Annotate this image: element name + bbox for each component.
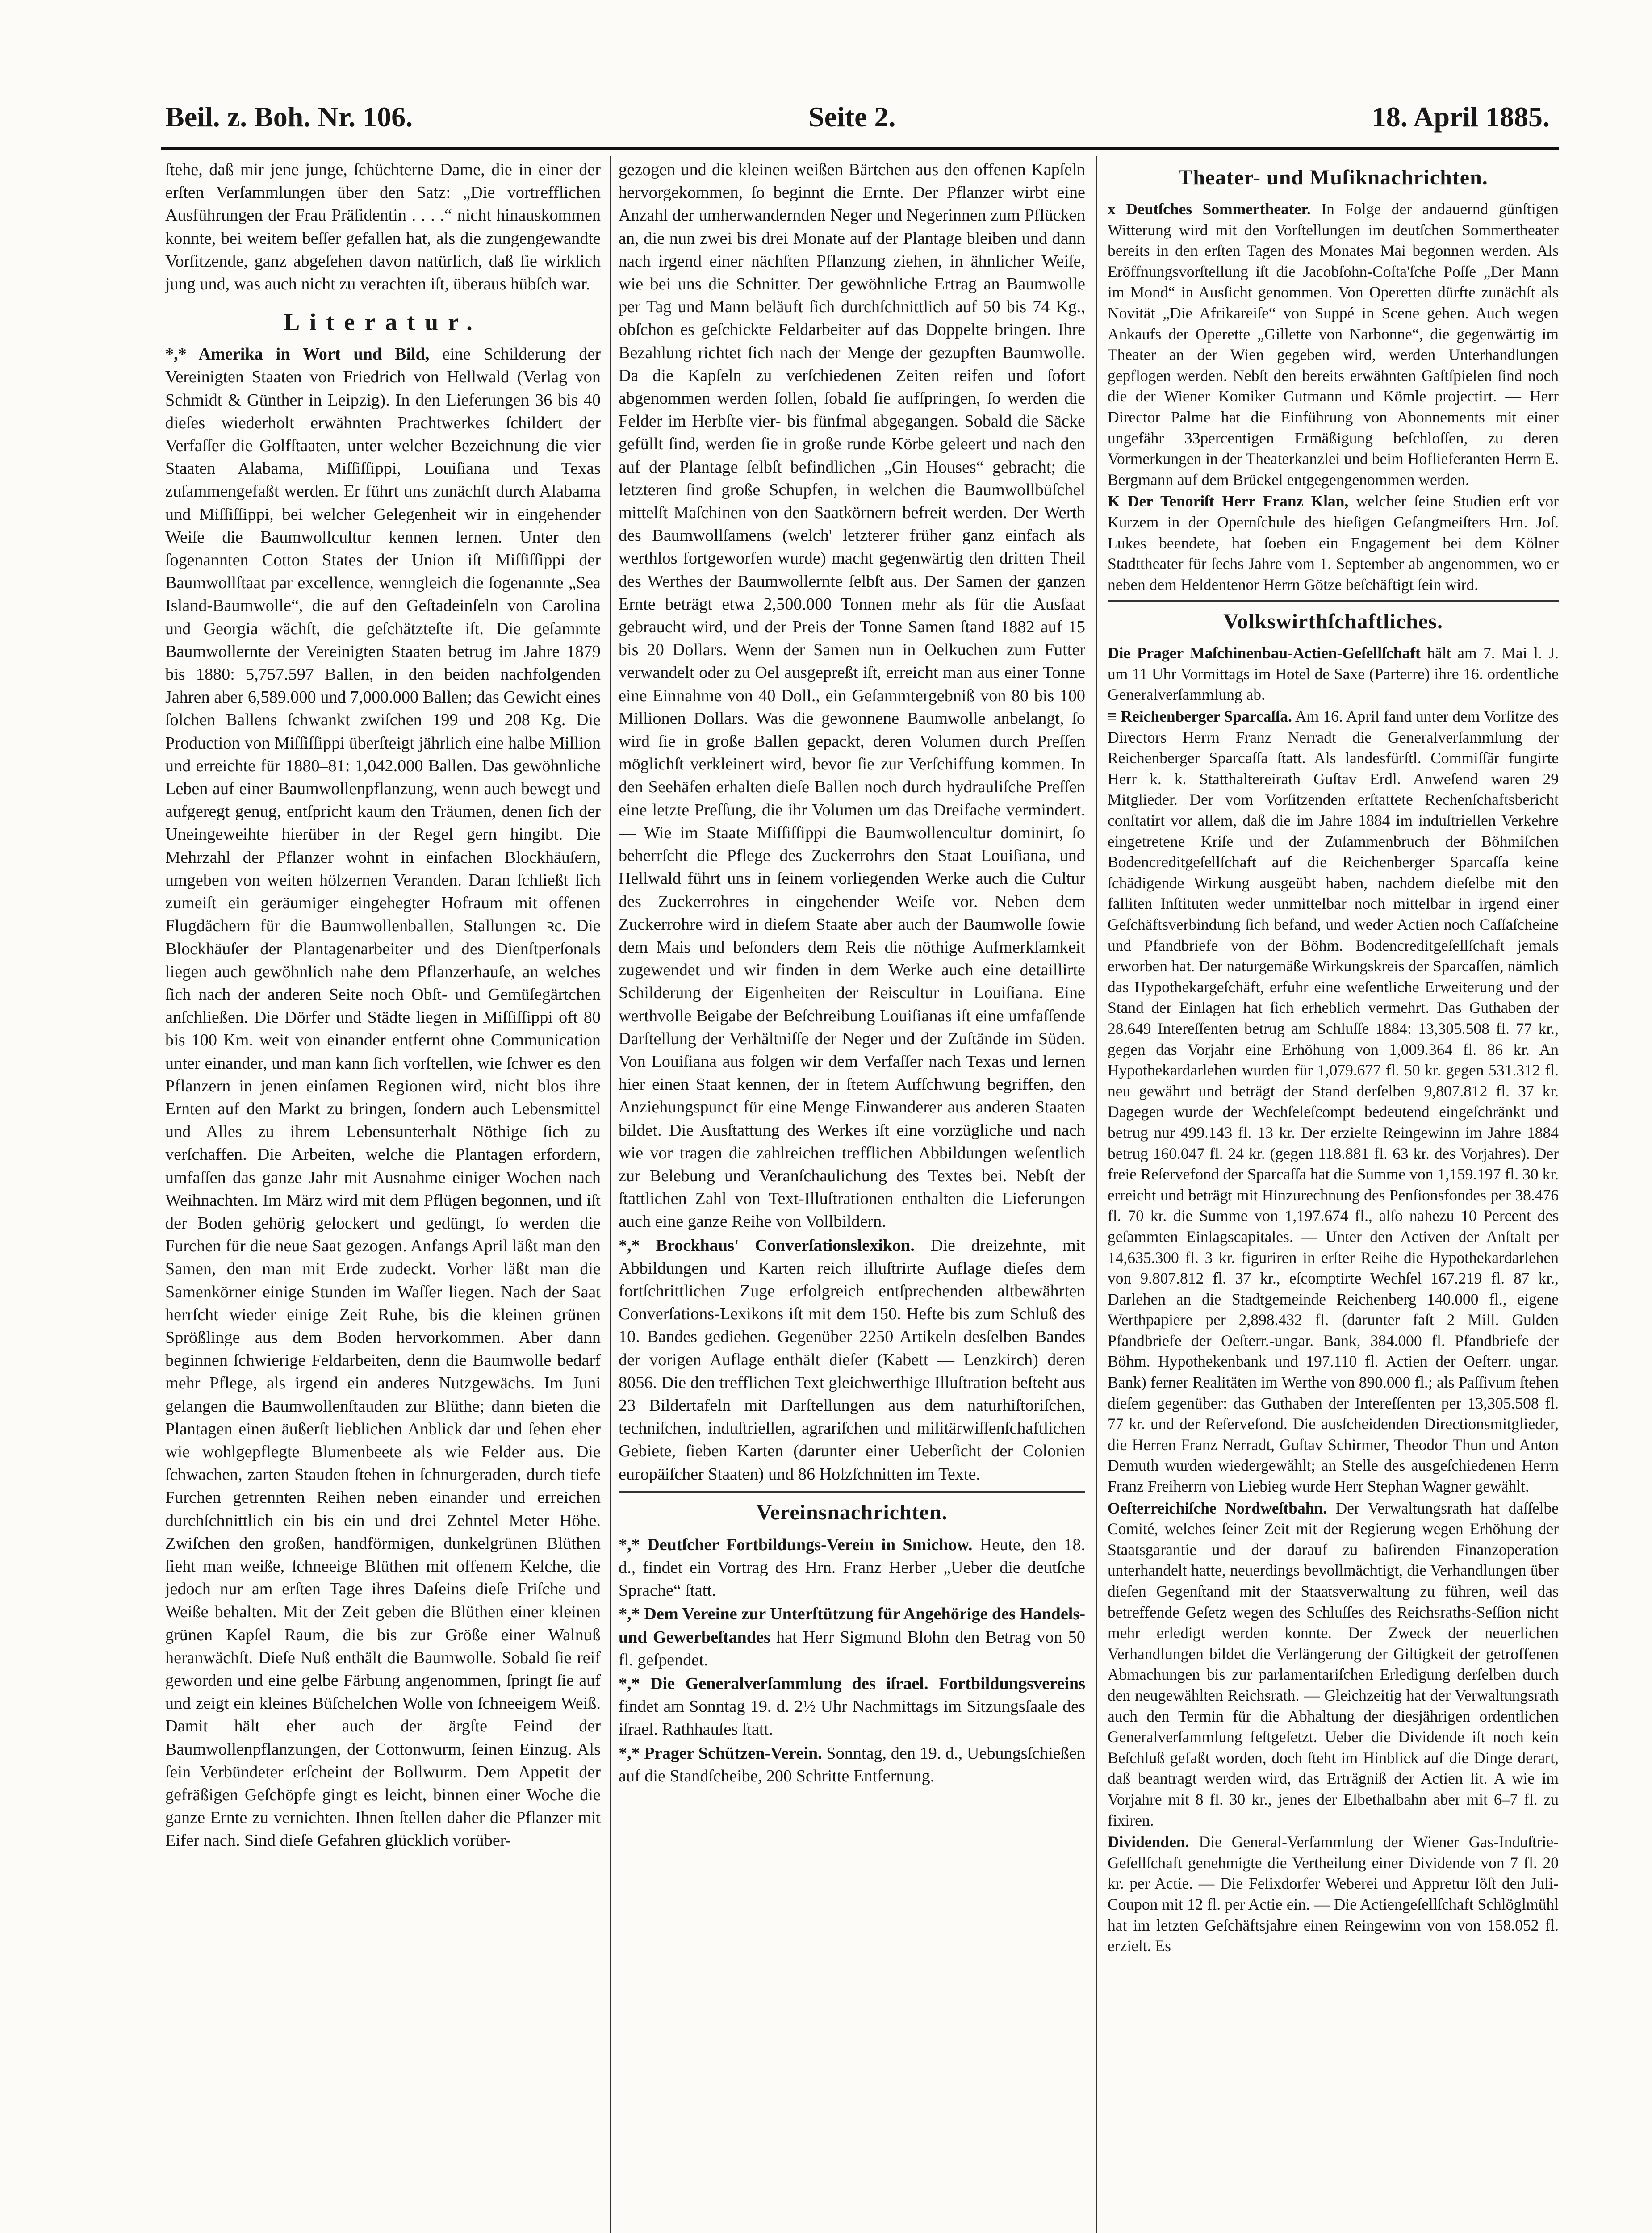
notice-dividenden (1108, 1832, 1559, 1957)
notice-heading: *,* Dem Vereine zur Unterſtützung für Angehörige des Handels- und Gewerbeſtandes (619, 1605, 1085, 1647)
notice-tenorist (1108, 491, 1559, 595)
notice-text: Die General-Verſammlung der Wiener Gas-Induſtrie-Geſellſchaft genehmigte die Vertheilung einer Dividende von 7 fl. 20 kr. per Actie. — Die Felixdorfer Weberei und Appretur löſt den Juli-Coupon mit 12 fl. per Actie ein. — Die Actiengeſellſchaft Schlöglmühl hat im letzten Geſchäftsjahre einen Reingewinn von von 158.052 fl. erzielt. Es (1108, 1833, 1559, 1955)
notice-text: findet am Sonntag 19. d. 2½ Uhr Nachmittags im Sitzungsſaale des iſrael. Rathhauſes ſtatt. (619, 1697, 1085, 1739)
header-rule (161, 147, 1559, 150)
column-separator (610, 156, 611, 2233)
notice-heading: Oeſterreichiſche Nordweſtbahn. (1108, 1499, 1327, 1517)
notice-generalversammlung (619, 1673, 1085, 1741)
notice-nordwestbahn (1108, 1498, 1559, 1831)
header-page-number: Seite 2. (808, 101, 896, 133)
notice-text: Der Verwaltungsrath hat daſſelbe Comité, welches ſeiner Zeit mit der Regierung wegen Erhöhung der Staatsgarantie und der darauf zu baſirenden Finanzoperation unterhandelt hatte, neuerdings bevollmächtigt, die Verhandlungen über dieſen Gegenſtand mit der Staatsverwaltung zu führen, weil das betreffende Geſetz wegen des Schluſſes des Reichsraths-Seſſion nicht mehr erledigt werden konnte. Der Zweck der neuerlichen Verhandlungen bildet die Verlängerung der Giltigkeit der getroffenen Abmachungen bis zur parlamentariſchen Erledigung derſelben durch den neugewählten Reichsrath. — Gleichzeitig hat der Verwaltungsrath auch den Termin für die Abhaltung der diesjährigen ordentlichen Generalverſammlung feſtgeſetzt. Ueber die Dividende iſt noch kein Beſchluß gefaßt worden, doch ſteht im Hinblick auf die Dinge derart, daß beantragt werden wird, das Erträgniß der Actien lit. A wie im Vorjahre mit 8 fl. 30 kr., jenes der Elbethalbahn aber mit 6–7 fl. zu fixiren. (1108, 1499, 1559, 1829)
notice-text: Am 16. April fand unter dem Vorſitze des Directors Herrn Franz Nerradt die Generalverſammlung der Reichenberger Sparcaſſa ſtatt. Als landesfürſtl. Commiſſär fungirte Herr k. k. Statthaltereirath Guſtav Erdl. Anweſend waren 29 Mitglieder. Der vom Vorſitzenden erſtattete Rechenſchaftsbericht conſtatirt vor allem, daß die im Jahre 1884 im induſtriellen Verkehre eingetretene Kriſe und der Zuſammenbruch der Böhmiſchen Bodencreditgeſellſchaft auf die Reichenberger Sparcaſſa keine ſchädigende Wirkung ausgeübt haben, nachdem dieſelbe mit den falliten Inſtituten weder unmittelbar noch mittelbar in irgend einer Geſchäftsverbindung ſich befand, und weder Actien noch Caſſaſcheine und Pfandbriefe von der Böhm. Bodencreditgeſellſchaft jemals erworben hat. Der naturgemäße Wirkungskreis der Sparcaſſen, nämlich das Hypothekargeſchäft, erfuhr eine weſentliche Erweiterung und der Stand der Einlagen hat ſich erheblich vermehrt. Das Guthaben der 28.649 Intereſſenten betrug am Schluſſe 1884: 13,305.508 fl. 77 kr., gegen das Vorjahr eine Erhöhung von 1,009.364 fl. 86 kr. An Hypothekardarlehen wurden für 1,079.677 fl. 50 kr. gegen 531.312 fl. neu gewährt und beträgt der Stand derſelben 9,807.812 fl. 37 kr. Dagegen wurde der Wechſeleſcompt bedeutend eingeſchränkt und betrug nur 499.143 fl. 13 kr. Der erzielte Reingewinn im Jahre 1884 betrug 160.047 fl. 24 kr. (gegen 118.881 fl. 63 kr. des Vorjahres). Der freie Reſervefond der Sparcaſſa hat die Summe von 1,159.197 fl. 30 kr. erreicht und beträgt mit Hinzurechnung des Penſionsfondes per 38.476 fl. 70 kr. die Summe von 1,197.674 fl., alſo nahezu 10 Percent des geſammten Einlagscapitales. — Unter den Activen der Anſtalt per 14,635.300 fl. 3 kr. figuriren in erſter Reihe die Hypothekardarlehen von 9.807.812 fl. 37 kr., eſcomptirte Wechſel 167.219 fl. 87 kr., Darlehen an die Stadtgemeinde Reichenberg 140.000 fl., eigene Werthpapiere per 2,898.432 fl. (darunter faſt 2 Mill. Gulden Pfandbriefe der Oeſterr.-ungar. Bank, 384.000 fl. Pfandbriefe der Böhm. Hypothekenbank und 197.110 fl. Actien der Oeſterr. ungar. Bank) ferner Realitäten im Werthe von 890.000 fl.; als Paſſivum ſtehen dieſem gegenüber: das Guthaben der Intereſſenten per 13,305.508 fl. 77 kr. und der Reſervefond. Die ausſcheidenden Directionsmitglieder, die Herren Franz Nerradt, Guſtav Schirmer, Theodor Thun und Anton Demuth wurden wiedergewählt; an Stelle des ausgeſchiedenen Herrn Franz Freiherrn von Liebieg wurde Herr Stephan Wagner gewählt. (1108, 707, 1559, 1496)
notice-heading: ≡ Reichenberger Sparcaſſa. (1108, 707, 1292, 726)
notice-text: welcher ſeine Studien erſt vor Kurzem in der Opernſchule des hieſigen Geſangmeiſters Hrn. Joſ. Lukes beendete, hat ſoeben ein Engagement bei dem Kölner Stadttheater für ſechs Jahre vom 1. September ab angenommen, wo er neben dem Heldentenor Herrn Götze beſchäftigt ſein wird. (1108, 492, 1559, 594)
notice-text: Sonntag, den 19. d., Uebungsſchießen auf die Standſcheibe, 200 Schritte Entfernung. (619, 1744, 1085, 1786)
article-amerika-heading: *,* Amerika in Wort und Bild, (165, 345, 430, 364)
column-2 (619, 159, 1085, 2233)
section-title-volkswirthschaftliches: Volkswirthſchaftliches. (1223, 610, 1443, 634)
notice-heading: Dividenden. (1108, 1833, 1189, 1851)
section-rule (619, 1491, 1085, 1493)
section-rule (1108, 600, 1559, 602)
notice-text: In Folge der andauernd günſtigen Witterung wird mit den Vorſtellungen im deutſchen Sommertheater bereits in den erſten Tagen des Monates Mai begonnen werden. Als Eröffnungsvorſtellung iſt die Jacobſohn-Coſta'ſche Poſſe „Der Mann im Mond“ in Ausſicht genommen. Von Operetten dürfte zunächſt als Novität „Die Afrikareiſe“ von Suppé in Scene gehen. Auch wegen Ankaufs der Operette „Gillette von Narbonne“, die gegenwärtig im Theater an der Wien gegeben wird, werden Unterhandlungen gepflogen werden. Nebſt den bereits erwähnten Gaſtſpielen ſind noch die der Wiener Komiker Gutmann und Kömle projectirt. — Herr Director Palme hat die Einführung von Abonnements mit einer ungefähr 33percentigen Ermäßigung beſchloſſen, zu deren Vormerkungen in der Theaterkanzlei und beim Hoflieferanten Herrn E. Bergmann auf dem Brückel entgegengenommen werden. (1108, 200, 1559, 489)
notice-text: hält am 7. Mai l. J. um 11 Uhr Vormittags im Hotel de Saxe (Parterre) ihre 16. ordentliche Generalverſammlung ab. (1108, 644, 1559, 704)
column-separator (1096, 156, 1097, 2233)
notice-heading: *,* Deutſcher Fortbildungs-Verein in Smichow. (619, 1535, 973, 1554)
notice-heading: K Der Tenoriſt Herr Franz Klan, (1108, 492, 1349, 510)
notice-sparcassa (1108, 706, 1559, 1497)
article-amerika-continuation: gezogen und die kleinen weißen Bärtchen aus den offenen Kapſeln hervorgekommen, ſo beginnt die Ernte. Der Pflanzer wirbt eine Anzahl der umherwandernden Neger und Negerinnen zum Pflücken an, die nun zwei bis drei Monate auf der Plantage bleiben und dann nach irgend einer nächſten Pflanzung ziehen, in ähnlicher Weiſe, wie bei uns die Schnitter. Der gewöhnliche Ertrag an Baumwolle per Tag und Mann beläuft ſich durchſchnittlich auf 50 bis 74 Kg., obſchon es geſchickte Feldarbeiter auf das Doppelte bringen. Ihre Bezahlung richtet ſich nach der Menge der gezupften Baumwolle. Da die Kapſeln zu verſchiedenen Zeiten reifen und ſofort abgenommen werden ſollen, ſobald ſie aufſpringen, ſo werden die Felder im Herbſte vier- bis fünfmal abgegangen. Sobald die Säcke gefüllt ſind, werden ſie in große runde Körbe geleert und nach den auf der Plantage ſelbſt befindlichen „Gin Houses“ gebracht; die letzteren ſind große Schupfen, in welchen die Baumwollbüſchel mittelſt Maſchinen von den Saatkörnern befreit werden. Der Werth des Baumwollſamens (welch' letzterer früher ganz einfach als werthlos fortgeworfen wurde) macht gegenwärtig den dritten Theil des Werthes der Baumwollernte ſelbſt aus. Der Samen der ganzen Ernte beträgt etwa 2,500.000 Tonnen mehr als für die Ausſaat gebraucht wird, und der Preis der Tonne Samen ſtand 1882 auf 15 bis 20 Dollars. Wenn der Samen nun in Oelkuchen zum Futter verwandelt oder zu Oel ausgepreßt iſt, erreicht man aus einer Tonne eine Einnahme von 40 Doll., ein Geſammtergebniß von 80 bis 100 Millionen Dollars. Was die gewonnene Baumwolle anbelangt, ſo wird ſie in große Ballen gepackt, deren Volumen durch Preſſen möglichſt verkleinert wird, bevor ſie zur Verſchiffung kommen. In den Seehäfen erhalten dieſe Ballen noch durch hydrauliſche Preſſen eine letzte Preſſung, die ihr Volumen um das Dreifache vermindert. — Wie im Staate Miſſiſſippi die Baumwollencultur dominirt, ſo beherrſcht die Pflege des Zuckerrohrs den Staat Louiſiana, und Hellwald führt uns in ſeinem vorliegenden Werke auch die Cultur des Zuckerrohres in eingehender Weiſe vor. Neben dem Zuckerrohre wird in dieſem Staate aber auch der Baumwolle ſowie dem Mais und beſonders dem Reis die nöthige Aufmerkſamkeit zugewendet und wir finden in dem Werke auch eine detaillirte Schilderung der Eigenheiten der Reiscultur in Louiſiana. Eine werthvolle Beigabe der Beſchreibung Louiſianas iſt eine umfaſſende Darſtellung der Verhältniſſe der Neger und der Zuſtände im Süden. Von Louiſiana aus folgen wir dem Verfaſſer nach Texas und lernen hier einen Staat kennen, der in ſtetem Aufſchwung begriffen, den Anziehungspunct für eine Menge Einwanderer aus anderen Staaten bildet. Die Ausſtattung des Werkes iſt eine vorzügliche und nach wie vor tragen die zahlreichen trefflichen Abbildungen weſentlich zur Belebung und Veranſchaulichung des Textes bei. Nebſt der ſtattlichen Zahl von Text-Illuſtrationen enthalten die Lieferungen auch eine ganze Reihe von Vollbildern. (619, 160, 1085, 1231)
notice-unterstuetzungsverein (619, 1603, 1085, 1672)
article-amerika-text: eine Schilderung der Vereinigten Staaten von Friedrich von Hellwald (Verlag von Schmidt & Günther in Leipzig). In den Lieferungen 36 bis 40 dieſes wiederholt erwähnten Prachtwerkes ſchildert der Verfaſſer die Golfſtaaten, unter welcher Bezeichnung die vier Staaten Alabama, Miſſiſſippi, Louiſiana und Texas zuſammengefaßt werden. Er führt uns zunächſt durch Alabama und Miſſiſſippi, bei welcher Gelegenheit wir in eingehender Weiſe die Baumwollcultur kennen lernen. Unter den ſogenannten Cotton States der Union iſt Miſſiſſippi der Baumwollſtaat par excellence, wenngleich die ſogenannte „Sea Island-Baumwolle“, die auf den Geſtadeinſeln von Carolina und Georgia wächſt, die geſchätzteſte iſt. Die geſammte Baumwollernte der Vereinigten Staaten betrug im Jahre 1879 bis 1880: 5,757.597 Ballen, in den beiden nachfolgenden Jahren aber 6,589.000 und 7,000.000 Ballen; das Gewicht eines ſolchen Ballens ſchwankt zwiſchen 199 und 208 Kg. Die Production von Miſſiſſippi überſteigt jährlich eine halbe Million und erreichte für 1880–81: 1,042.000 Ballen. Das gewöhnliche Leben auf einer Baumwollenpflanzung, wenn auch bewegt und aufgeregt genug, entſpricht kaum den Träumen, denen ſich der Uneingeweihte hierüber in der Regel gern hingibt. Die Mehrzahl der Pflanzer wohnt in einfachen Blockhäuſern, umgeben von weiten hölzernen Veranden. Daran ſchließt ſich zumeiſt ein geräumiger eingehegter Hofraum mit offenen Flugdächern für die Baumwollenballen, Stallungen ꝛc. Die Blockhäuſer der Plantagenarbeiter und des Dienſtperſonals liegen auch gewöhnlich nahe dem Pflanzerhauſe, an welches ſich nach der anderen Seite noch Obſt- und Gemüſegärtchen anſchließen. Die Dörfer und Städte liegen in Miſſiſſippi oft 80 bis 100 Km. weit von einander entfernt ohne Communication unter einander, und man kann ſich vorſtellen, wie ſchwer es den Pflanzern in jenen einſamen Regionen wird, nicht blos ihre Ernten auf den Markt zu bringen, ſondern auch Lebensmittel und Alles zu ihrem Lebensunterhalt Nöthige ſich zu verſchaffen. Die Arbeiten, welche die Plantagen erfordern, umfaſſen das ganze Jahr mit Ausnahme einiger Wochen nach Weihnachten. Im März wird mit dem Pflügen begonnen, und iſt der Boden gehörig gelockert und gedüngt, ſo werden die Furchen für die neue Saat gezogen. Anfangs April läßt man den Samen, den man mit Erde zudeckt. Vorher läßt man die Samenkörner einige Stunden im Waſſer liegen. Nach der Saat herrſcht wieder einige Zeit Ruhe, bis die kleinen grünen Sprößlinge aus dem Boden hervorkommen. Aber dann beginnen ſchwierige Feldarbeiten, denn die Baumwolle bedarf mehr Pflege, als irgend ein anderes Nutzgewächs. Im Juni gelangen die Baumwollenſtauden zur Blüthe; dann bieten die Plantagen einen äußerſt lieblichen Anblick dar und ſehen eher wie wohlgepflegte Blumenbeete als wie Felder aus. Die ſchwachen, zarten Stauden ſtehen in ſchnurgeraden, durch tiefe Furchen getrennten Reihen neben einander und erreichen durchſchnittlich ein bis ein und drei Zehntel Meter Höhe. Zwiſchen den großen, handförmigen, dunkelgrünen Blüthen ſieht man weiße, ſchneeige Blüthen mit offenem Kelche, die jedoch nur am erſten Tage ihres Daſeins dieſe Friſche und Weiße behalten. Mit der Zeit geben die Blüthen einer kleinen grünen Kapſel Raum, die bis zur Größe einer Walnuß heranwächſt. Dieſe Nuß enthält die Baumwolle. Sobald ſie reif geworden und eine gelbe Färbung angenommen, ſpringt ſie auf und zeigt ein kleines Büſchelchen Wolle von ſchneeigem Weiß. Damit hält eher auch der ärgſte Feind der Baumwollenpflanzungen, der Cottonwurm, ſeinen Einzug. Als ſein Verbündeter erſcheint der Bollwurm. Dem Appetit der gefräßigen Geſchöpfe gingt es leicht, binnen einer Woche die ganze Ernte zu vernichten. Ihnen ſtellen daher die Pflanzer mit Eifer nach. Sind dieſe Gefahren glücklich vorüber- (165, 345, 601, 1850)
column-1 (165, 159, 601, 2233)
notice-heading: *,* Prager Schützen-Verein. (619, 1744, 822, 1763)
article-brockhaus (619, 1234, 1085, 1486)
feuilleton-continuation: ſtehe, daß mir jene junge, ſchüchterne Dame, die in einer der erſten Verſammlungen über den Satz: „Die vortrefflichen Ausführungen der Frau Präſidentin . . . .“ nicht hinauskommen konnte, bei weitem beſſer gefallen hat, als die zungengewandte Vorſitzende, ganz abgeſehen davon natürlich, daß ſie wirklich jung und, was auch nicht zu verachten iſt, überaus hübſch war. (165, 160, 601, 294)
header-date: 18. April 1885. (1372, 101, 1550, 133)
section-title-theater: Theater- und Muſiknachrichten. (1178, 166, 1488, 189)
notice-maschinenbau (1108, 643, 1559, 705)
header-issue: Beil. z. Boh. Nr. 106. (165, 101, 413, 133)
notice-text: Heute, den 18. d., findet ein Vortrag des Hrn. Franz Herber „Ueber die deutſche Sprache“ ſtatt. (619, 1535, 1085, 1600)
notice-sommertheater (1108, 199, 1559, 490)
column-3 (1108, 159, 1559, 2233)
notice-heading: *,* Die Generalverſammlung des iſrael. Fortbildungsvereins (619, 1674, 1085, 1693)
notice-heading: Die Prager Maſchinenbau-Actien-Geſellſchaft (1108, 644, 1421, 662)
article-brockhaus-text: Die dreizehnte, mit Abbildungen und Karten reich illuſtrirte Auflage dieſes dem fortſchrittlichen Zuge erfolgreich entſprechenden altbewährten Converſations-Lexikons iſt mit dem 150. Hefte bis zum Schluß des 10. Bandes gediehen. Gegenüber 2250 Artikeln desſelben Bandes der vorigen Auflage enthält dieſer (Kabett — Lenzkirch) deren 8056. Die den trefflichen Text gleichwerthige Illuſtration beſteht aus 23 Bildertafeln mit Darſtellungen aus dem naturhiſtoriſchen, techniſchen, induſtriellen, agrariſchen und militärwiſſenſchaftlichen Gebiete, ſieben Karten (darunter einer Ueberſicht der Colonien europäiſcher Staaten) und 86 Holzſchnitten im Texte. (619, 1236, 1085, 1484)
article-amerika (165, 343, 601, 1852)
section-title-literatur: Literatur. (284, 309, 482, 336)
article-brockhaus-heading: *,* Brockhaus' Converſationslexikon. (619, 1236, 915, 1255)
section-title-vereinsnachrichten: Vereinsnachrichten. (756, 1500, 948, 1524)
notice-text: hat Herr Sigmund Blohn den Betrag von 50 fl. geſpendet. (619, 1627, 1085, 1669)
notice-fortbildungsverein (619, 1534, 1085, 1602)
notice-schuetzenverein (619, 1742, 1085, 1788)
page-header (165, 100, 1550, 141)
notice-heading: x Deutſches Sommertheater. (1108, 200, 1311, 218)
